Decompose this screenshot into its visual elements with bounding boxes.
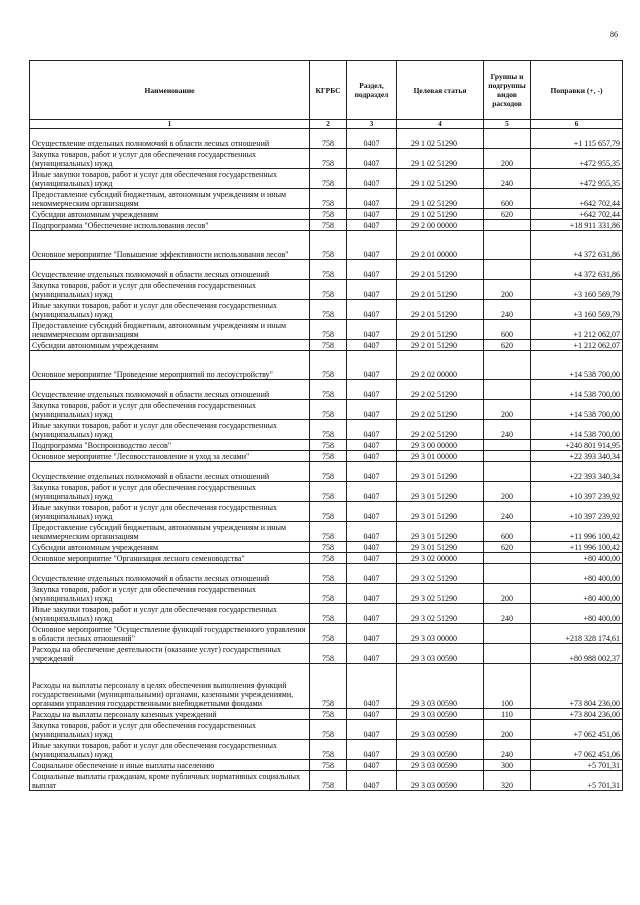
col-header-amendments: Поправки (+, -) — [531, 61, 623, 120]
col-index: 2 — [310, 120, 347, 129]
table-row — [30, 760, 623, 771]
row-kgrbs: 758 — [310, 300, 347, 320]
row-section: 0407 — [347, 169, 397, 189]
row-kgrbs: 758 — [310, 260, 347, 280]
row-expense-group — [484, 624, 531, 644]
row-target-article: 29 1 02 51290 — [397, 169, 484, 189]
row-target-article: 29 3 00 00000 — [397, 440, 484, 451]
row-section: 0407 — [347, 420, 397, 440]
row-expense-group: 200 — [484, 400, 531, 420]
row-amendment-amount: +11 996 100,42 — [531, 522, 623, 542]
row-kgrbs: 758 — [310, 604, 347, 624]
row-kgrbs: 758 — [310, 231, 347, 260]
row-section: 0407 — [347, 260, 397, 280]
row-kgrbs: 758 — [310, 542, 347, 553]
row-amendment-amount: +18 911 331,86 — [531, 220, 623, 231]
table-row — [30, 771, 623, 791]
row-name: Субсидии автономным учреждениям — [30, 340, 310, 351]
row-target-article: 29 2 01 51290 — [397, 340, 484, 351]
row-amendment-amount: +3 160 569,79 — [531, 300, 623, 320]
row-expense-group: 240 — [484, 502, 531, 522]
row-target-article: 29 1 02 51290 — [397, 189, 484, 209]
row-name: Закупка товаров, работ и услуг для обеспечения государственных (муниципальных) нужд — [30, 400, 310, 420]
row-kgrbs: 758 — [310, 169, 347, 189]
row-target-article: 29 2 01 00000 — [397, 231, 484, 260]
row-expense-group — [484, 380, 531, 400]
row-kgrbs: 758 — [310, 740, 347, 760]
row-name: Предоставление субсидий бюджетным, автономным учреждениям и иным некоммерческим организациям — [30, 189, 310, 209]
page-number: 86 — [610, 30, 618, 39]
row-section: 0407 — [347, 149, 397, 169]
row-amendment-amount: +5 701,31 — [531, 771, 623, 791]
row-amendment-amount: +7 062 451,06 — [531, 740, 623, 760]
row-section: 0407 — [347, 300, 397, 320]
row-kgrbs: 758 — [310, 149, 347, 169]
row-name: Иные закупки товаров, работ и услуг для обеспечения государственных (муниципальных) нужд — [30, 420, 310, 440]
row-section: 0407 — [347, 740, 397, 760]
row-kgrbs: 758 — [310, 760, 347, 771]
row-name: Расходы на обеспечение деятельности (оказание услуг) государственных учреждений — [30, 644, 310, 664]
row-name: Закупка товаров, работ и услуг для обеспечения государственных (муниципальных) нужд — [30, 720, 310, 740]
col-header-groups: Группы и подгруппы видов расходов — [484, 61, 531, 120]
row-amendment-amount: +14 538 700,00 — [531, 351, 623, 380]
row-target-article: 29 1 02 51290 — [397, 209, 484, 220]
row-section: 0407 — [347, 209, 397, 220]
col-header-name: Наименование — [30, 61, 310, 120]
row-name: Предоставление субсидий бюджетным, автономным учреждениям и иным некоммерческим организациям — [30, 522, 310, 542]
row-target-article: 29 3 03 00590 — [397, 720, 484, 740]
row-section: 0407 — [347, 564, 397, 584]
row-name: Основное мероприятие "Организация лесного семеноводства" — [30, 553, 310, 564]
table-row — [30, 169, 623, 189]
row-target-article: 29 2 01 51290 — [397, 320, 484, 340]
table-row — [30, 553, 623, 564]
row-target-article: 29 3 03 00590 — [397, 664, 484, 709]
table-row — [30, 300, 623, 320]
row-name: Основное мероприятие "Осуществление функций государственного управления в области лесных отношений" — [30, 624, 310, 644]
row-name: Закупка товаров, работ и услуг для обеспечения государственных (муниципальных) нужд — [30, 482, 310, 502]
table-row — [30, 584, 623, 604]
budget-amendments-table — [29, 60, 623, 791]
row-name: Иные закупки товаров, работ и услуг для обеспечения государственных (муниципальных) нужд — [30, 740, 310, 760]
row-expense-group — [484, 462, 531, 482]
row-expense-group: 620 — [484, 209, 531, 220]
table-row — [30, 564, 623, 584]
row-section: 0407 — [347, 231, 397, 260]
table-row — [30, 189, 623, 209]
row-section: 0407 — [347, 320, 397, 340]
row-expense-group: 240 — [484, 604, 531, 624]
row-target-article: 29 3 01 51290 — [397, 542, 484, 553]
row-kgrbs: 758 — [310, 209, 347, 220]
row-expense-group: 620 — [484, 542, 531, 553]
row-expense-group — [484, 451, 531, 462]
row-expense-group — [484, 564, 531, 584]
row-amendment-amount: +14 538 700,00 — [531, 400, 623, 420]
row-section: 0407 — [347, 340, 397, 351]
table-row — [30, 720, 623, 740]
row-target-article: 29 3 02 00000 — [397, 553, 484, 564]
row-section: 0407 — [347, 400, 397, 420]
table-row — [30, 604, 623, 624]
row-section: 0407 — [347, 760, 397, 771]
table-row — [30, 542, 623, 553]
row-section: 0407 — [347, 720, 397, 740]
row-expense-group — [484, 129, 531, 149]
row-target-article: 29 3 01 00000 — [397, 451, 484, 462]
row-name: Осуществление отдельных полномочий в области лесных отношений — [30, 380, 310, 400]
row-expense-group: 620 — [484, 340, 531, 351]
col-index: 6 — [531, 120, 623, 129]
row-amendment-amount: +642 702,44 — [531, 209, 623, 220]
row-expense-group: 110 — [484, 709, 531, 720]
row-kgrbs: 758 — [310, 189, 347, 209]
row-section: 0407 — [347, 351, 397, 380]
row-name: Закупка товаров, работ и услуг для обеспечения государственных (муниципальных) нужд — [30, 584, 310, 604]
row-kgrbs: 758 — [310, 644, 347, 664]
row-target-article: 29 2 01 51290 — [397, 280, 484, 300]
row-expense-group: 200 — [484, 482, 531, 502]
table-row — [30, 709, 623, 720]
table-row — [30, 664, 623, 709]
row-section: 0407 — [347, 440, 397, 451]
row-target-article: 29 3 03 00590 — [397, 771, 484, 791]
row-kgrbs: 758 — [310, 720, 347, 740]
row-target-article: 29 2 02 00000 — [397, 351, 484, 380]
row-target-article: 29 1 02 51290 — [397, 129, 484, 149]
row-amendment-amount: +14 538 700,00 — [531, 380, 623, 400]
table-row — [30, 260, 623, 280]
table-row — [30, 420, 623, 440]
row-section: 0407 — [347, 604, 397, 624]
row-expense-group: 240 — [484, 740, 531, 760]
row-target-article: 29 3 02 51290 — [397, 584, 484, 604]
row-expense-group: 200 — [484, 280, 531, 300]
row-target-article: 29 2 00 00000 — [397, 220, 484, 231]
table-row — [30, 502, 623, 522]
row-amendment-amount: +4 372 631,86 — [531, 260, 623, 280]
row-target-article: 29 3 01 51290 — [397, 482, 484, 502]
row-section: 0407 — [347, 584, 397, 604]
row-section: 0407 — [347, 522, 397, 542]
row-amendment-amount: +1 212 062,07 — [531, 320, 623, 340]
row-kgrbs: 758 — [310, 553, 347, 564]
row-expense-group — [484, 260, 531, 280]
row-name: Иные закупки товаров, работ и услуг для обеспечения государственных (муниципальных) нужд — [30, 300, 310, 320]
table-row — [30, 644, 623, 664]
row-kgrbs: 758 — [310, 220, 347, 231]
row-section: 0407 — [347, 462, 397, 482]
column-index-row — [30, 120, 623, 129]
row-target-article: 29 2 02 51290 — [397, 420, 484, 440]
row-kgrbs: 758 — [310, 462, 347, 482]
row-expense-group — [484, 351, 531, 380]
row-amendment-amount: +3 160 569,79 — [531, 280, 623, 300]
row-target-article: 29 3 02 51290 — [397, 564, 484, 584]
row-name: Закупка товаров, работ и услуг для обеспечения государственных (муниципальных) нужд — [30, 280, 310, 300]
row-target-article: 29 2 02 51290 — [397, 380, 484, 400]
row-name: Субсидии автономным учреждениям — [30, 542, 310, 553]
row-section: 0407 — [347, 542, 397, 553]
row-kgrbs: 758 — [310, 584, 347, 604]
row-expense-group: 300 — [484, 760, 531, 771]
row-amendment-amount: +80 400,00 — [531, 584, 623, 604]
row-kgrbs: 758 — [310, 624, 347, 644]
table-row — [30, 482, 623, 502]
row-kgrbs: 758 — [310, 502, 347, 522]
table-body — [30, 129, 623, 791]
row-amendment-amount: +218 328 174,61 — [531, 624, 623, 644]
row-section: 0407 — [347, 189, 397, 209]
row-name: Закупка товаров, работ и услуг для обеспечения государственных (муниципальных) нужд — [30, 149, 310, 169]
row-expense-group: 240 — [484, 169, 531, 189]
row-kgrbs: 758 — [310, 664, 347, 709]
table-row — [30, 522, 623, 542]
row-target-article: 29 2 01 51290 — [397, 260, 484, 280]
col-header-section: Раздел, подраздел — [347, 61, 397, 120]
row-amendment-amount: +73 804 236,00 — [531, 709, 623, 720]
row-kgrbs: 758 — [310, 340, 347, 351]
table-row — [30, 740, 623, 760]
row-section: 0407 — [347, 220, 397, 231]
row-kgrbs: 758 — [310, 440, 347, 451]
row-amendment-amount: +10 397 239,92 — [531, 502, 623, 522]
row-kgrbs: 758 — [310, 380, 347, 400]
row-expense-group: 200 — [484, 720, 531, 740]
row-kgrbs: 758 — [310, 351, 347, 380]
row-section: 0407 — [347, 451, 397, 462]
row-target-article: 29 3 03 00590 — [397, 760, 484, 771]
table-row — [30, 440, 623, 451]
row-amendment-amount: +80 400,00 — [531, 604, 623, 624]
row-name: Подпрограмма "Воспроизводство лесов" — [30, 440, 310, 451]
col-index: 4 — [397, 120, 484, 129]
row-amendment-amount: +14 538 700,00 — [531, 420, 623, 440]
row-amendment-amount: +73 804 236,00 — [531, 664, 623, 709]
table-row — [30, 351, 623, 380]
table-row — [30, 220, 623, 231]
table-row — [30, 209, 623, 220]
row-expense-group: 320 — [484, 771, 531, 791]
row-amendment-amount: +5 701,31 — [531, 760, 623, 771]
row-amendment-amount: +10 397 239,92 — [531, 482, 623, 502]
row-expense-group: 600 — [484, 189, 531, 209]
row-expense-group — [484, 440, 531, 451]
row-name: Осуществление отдельных полномочий в области лесных отношений — [30, 129, 310, 149]
row-expense-group — [484, 220, 531, 231]
row-amendment-amount: +11 996 100,42 — [531, 542, 623, 553]
row-expense-group: 600 — [484, 522, 531, 542]
row-expense-group — [484, 644, 531, 664]
row-amendment-amount: +472 955,35 — [531, 169, 623, 189]
row-name: Основное мероприятие "Повышение эффективности использования лесов" — [30, 231, 310, 260]
header-row — [30, 61, 623, 120]
row-name: Расходы на выплаты персоналу в целях обеспечения выполнения функций государственными (муниципальными) органами, казенными учреждениями, органами управления государственными внебюджетными фондами — [30, 664, 310, 709]
row-kgrbs: 758 — [310, 320, 347, 340]
row-expense-group: 100 — [484, 664, 531, 709]
row-expense-group — [484, 553, 531, 564]
col-index: 5 — [484, 120, 531, 129]
row-section: 0407 — [347, 482, 397, 502]
row-kgrbs: 758 — [310, 451, 347, 462]
row-section: 0407 — [347, 771, 397, 791]
row-amendment-amount: +22 393 340,34 — [531, 451, 623, 462]
table-row — [30, 624, 623, 644]
row-amendment-amount: +22 393 340,34 — [531, 462, 623, 482]
row-amendment-amount: +80 400,00 — [531, 564, 623, 584]
table-row — [30, 280, 623, 300]
row-section: 0407 — [347, 129, 397, 149]
row-kgrbs: 758 — [310, 771, 347, 791]
row-expense-group — [484, 231, 531, 260]
row-target-article: 29 3 03 00590 — [397, 740, 484, 760]
row-section: 0407 — [347, 664, 397, 709]
row-target-article: 29 3 01 51290 — [397, 462, 484, 482]
row-name: Расходы на выплаты персоналу казенных учреждений — [30, 709, 310, 720]
table-row — [30, 129, 623, 149]
row-expense-group: 600 — [484, 320, 531, 340]
row-name: Основное мероприятие "Проведение мероприятий по лесоустройству" — [30, 351, 310, 380]
row-amendment-amount: +7 062 451,06 — [531, 720, 623, 740]
row-section: 0407 — [347, 624, 397, 644]
col-header-kgrbs: КГРБС — [310, 61, 347, 120]
row-name: Осуществление отдельных полномочий в области лесных отношений — [30, 260, 310, 280]
row-target-article: 29 1 02 51290 — [397, 149, 484, 169]
row-section: 0407 — [347, 709, 397, 720]
row-target-article: 29 3 03 00000 — [397, 624, 484, 644]
row-kgrbs: 758 — [310, 564, 347, 584]
row-target-article: 29 3 03 00590 — [397, 644, 484, 664]
row-name: Иные закупки товаров, работ и услуг для обеспечения государственных (муниципальных) нужд — [30, 169, 310, 189]
row-target-article: 29 3 02 51290 — [397, 604, 484, 624]
row-target-article: 29 3 01 51290 — [397, 502, 484, 522]
row-amendment-amount: +80 988 002,37 — [531, 644, 623, 664]
row-name: Иные закупки товаров, работ и услуг для обеспечения государственных (муниципальных) нужд — [30, 502, 310, 522]
row-amendment-amount: +80 400,00 — [531, 553, 623, 564]
row-kgrbs: 758 — [310, 522, 347, 542]
row-name: Социальные выплаты гражданам, кроме публичных нормативных социальных выплат — [30, 771, 310, 791]
row-amendment-amount: +240 801 914,95 — [531, 440, 623, 451]
table-row — [30, 462, 623, 482]
row-kgrbs: 758 — [310, 709, 347, 720]
row-target-article: 29 3 01 51290 — [397, 522, 484, 542]
row-section: 0407 — [347, 280, 397, 300]
row-expense-group: 200 — [484, 149, 531, 169]
row-target-article: 29 3 03 00590 — [397, 709, 484, 720]
row-target-article: 29 2 01 51290 — [397, 300, 484, 320]
row-kgrbs: 758 — [310, 482, 347, 502]
row-expense-group: 200 — [484, 584, 531, 604]
row-amendment-amount: +1 212 062,07 — [531, 340, 623, 351]
row-amendment-amount: +1 115 657,79 — [531, 129, 623, 149]
table-row — [30, 400, 623, 420]
row-kgrbs: 758 — [310, 129, 347, 149]
row-target-article: 29 2 02 51290 — [397, 400, 484, 420]
row-amendment-amount: +642 702,44 — [531, 189, 623, 209]
table-row — [30, 149, 623, 169]
row-name: Предоставление субсидий бюджетным, автономным учреждениям и иным некоммерческим организациям — [30, 320, 310, 340]
row-name: Осуществление отдельных полномочий в области лесных отношений — [30, 462, 310, 482]
table-row — [30, 231, 623, 260]
row-kgrbs: 758 — [310, 400, 347, 420]
row-section: 0407 — [347, 380, 397, 400]
row-section: 0407 — [347, 553, 397, 564]
table-row — [30, 340, 623, 351]
row-name: Субсидии автономным учреждениям — [30, 209, 310, 220]
col-header-target: Целевая статья — [397, 61, 484, 120]
row-expense-group: 240 — [484, 420, 531, 440]
row-amendment-amount: +4 372 631,86 — [531, 231, 623, 260]
table-row — [30, 320, 623, 340]
col-index: 3 — [347, 120, 397, 129]
row-name: Социальное обеспечение и иные выплаты населению — [30, 760, 310, 771]
row-section: 0407 — [347, 644, 397, 664]
row-name: Подпрограмма "Обеспечение использования лесов" — [30, 220, 310, 231]
row-name: Иные закупки товаров, работ и услуг для обеспечения государственных (муниципальных) нужд — [30, 604, 310, 624]
row-kgrbs: 758 — [310, 280, 347, 300]
row-section: 0407 — [347, 502, 397, 522]
table-row — [30, 451, 623, 462]
col-index: 1 — [30, 120, 310, 129]
row-amendment-amount: +472 955,35 — [531, 149, 623, 169]
row-name: Осуществление отдельных полномочий в области лесных отношений — [30, 564, 310, 584]
row-expense-group: 240 — [484, 300, 531, 320]
table-row — [30, 380, 623, 400]
row-name: Основное мероприятие "Лесовосстановление и уход за лесами" — [30, 451, 310, 462]
row-kgrbs: 758 — [310, 420, 347, 440]
